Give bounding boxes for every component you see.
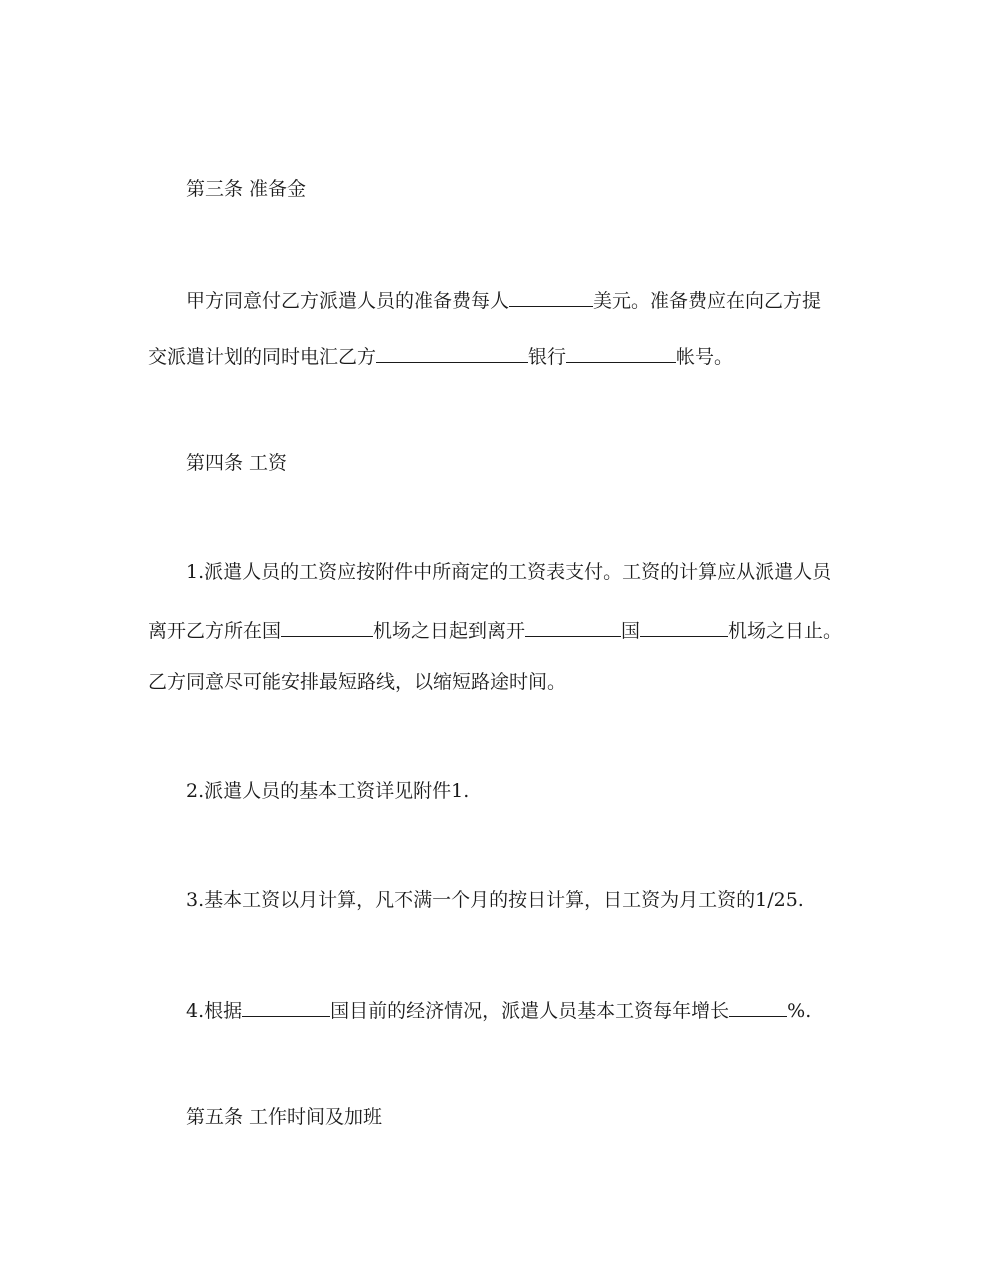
blank-destination-airport (640, 616, 728, 637)
blank-bank-name (566, 342, 676, 363)
article-4-item-2: 2.派遣人员的基本工资详见附件1. (186, 780, 470, 802)
article-4-item-1-line-3: 乙方同意尽可能安排最短路线，以缩短路途时间。 (148, 671, 567, 693)
article-4-item-4: 4.根据 国目前的经济情况，派遣人员基本工资每年增长 %. (186, 996, 811, 1023)
article-4-item-3: 3.基本工资以月计算，凡不满一个月的按日计算，日工资为月工资的1/25. (186, 889, 804, 911)
article-4-heading: 第四条 工资 (186, 452, 288, 474)
article-3-paragraph-line-2: 交派遣计划的同时电汇乙方 银行 帐号。 (148, 342, 733, 369)
blank-growth-rate (729, 996, 787, 1017)
article-3-paragraph-line-1: 甲方同意付乙方派遣人员的准备费每人 美元。准备费应在向乙方提 (186, 286, 821, 313)
blank-country (242, 996, 330, 1017)
blank-destination-country (525, 616, 621, 637)
blank-payee (376, 342, 528, 363)
article-3-heading: 第三条 准备金 (186, 178, 307, 200)
article-4-item-1-line-2: 离开乙方所在国 机场之日起到离开 国 机场之日止。 (148, 616, 842, 643)
article-4-item-1-line-1: 1.派遣人员的工资应按附件中所商定的工资表支付。工资的计算应从派遣人员 (186, 561, 832, 583)
article-5-heading: 第五条 工作时间及加班 (186, 1106, 383, 1128)
blank-departure-country (281, 616, 373, 637)
blank-amount-per-person (509, 286, 593, 307)
